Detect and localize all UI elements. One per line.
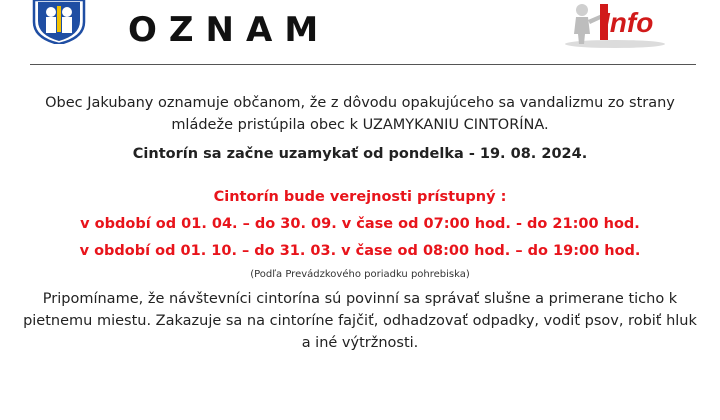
intro-paragraph: Obec Jakubany oznamuje občanom, že z dôvodu opakujúceho sa vandalizmu zo strany mládeže pristúpila obec k UZAMYKANIU CINTORÍNA. (45, 95, 675, 133)
access-heading: Cintorín bude verejnosti prístupný : (213, 189, 507, 205)
reminder-paragraph: Pripomíname, že návštevníci cintorína sú povinní sa správať slušne a primerane ticho k pietnemu miestu. Zakazuje sa na cintoríne fajčiť, odhadzovať odpadky, vodiť psov, robiť hluk a iné výtržnosti. (23, 291, 697, 351)
period-summer: v období od 01. 04. – do 30. 09. v čase od 07:00 hod. - do 21:00 hod. (80, 216, 640, 232)
info-logo-icon (560, 0, 670, 48)
header-divider (30, 64, 696, 65)
municipal-crest-icon (30, 0, 88, 44)
source-note: (Podľa Prevádzkového poriadku pohrebiska) (250, 269, 470, 280)
period-winter: v období od 01. 10. – do 31. 03. v čase od 08:00 hod. – do 19:00 hod. (79, 243, 641, 259)
page-title: OZNAM (128, 10, 331, 50)
start-date-line: Cintorín sa začne uzamykať od pondelka - 19. 08. 2024. (132, 146, 588, 162)
info-logo-text: Info (602, 7, 654, 38)
announcement-body (20, 92, 700, 354)
